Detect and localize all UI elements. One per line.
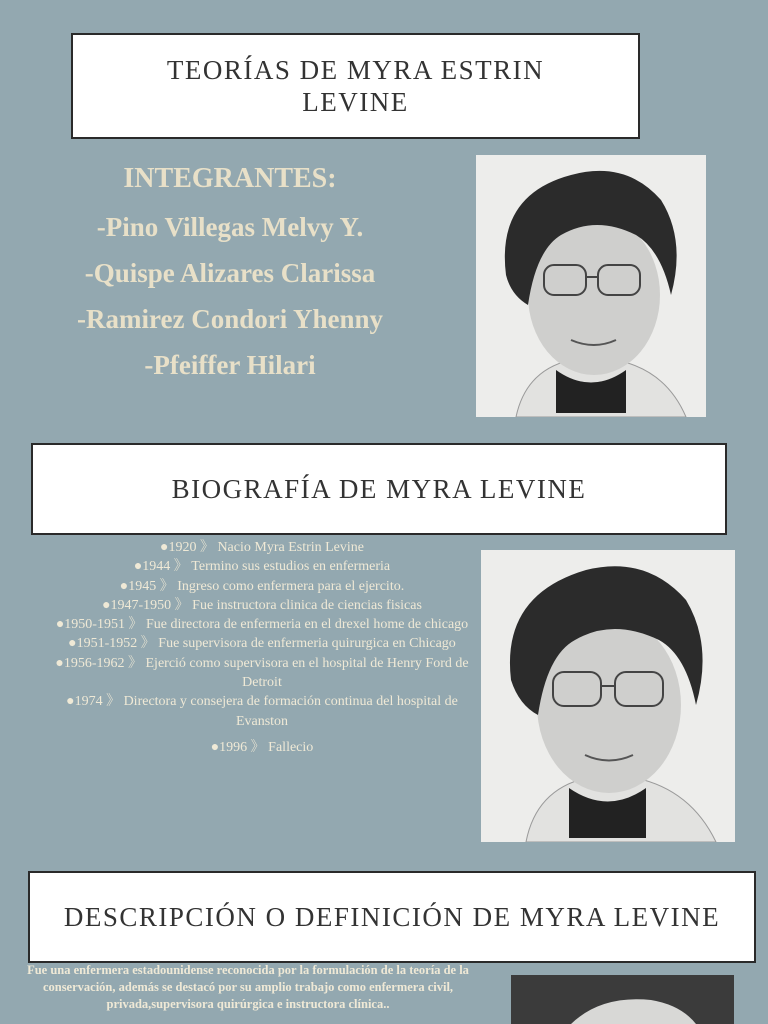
photo-partial	[511, 975, 734, 1024]
biography-timeline	[40, 538, 484, 757]
member-name: -Pino Villegas Melvy Y.	[96, 212, 364, 242]
member-name: -Pfeiffer Hilari	[144, 350, 316, 380]
timeline-item: ●1947-1950 》 Fue instructora clinica de ciencias fisicas	[102, 597, 422, 613]
description-text: Fue una enfermera estadounidense reconocida por la formulación de la teoría de la conservación, además se destacó por su amplio trabajo como enfermera civil, privada,supervisora quirúrgica e instructora clínica..	[27, 963, 469, 1011]
members-heading: INTEGRANTES:	[123, 163, 337, 194]
photo-partial-image	[511, 975, 734, 1024]
biography-title	[31, 443, 727, 535]
timeline-item: ●1950-1951 》 Fue directora de enfermeria en el drexel home de chicago	[55, 617, 469, 633]
member-name: -Ramirez Condori Yhenny	[77, 304, 383, 334]
timeline-item: ●1944 》 Termino sus estudios en enfermeria	[133, 559, 391, 575]
portrait-photo	[476, 155, 706, 417]
portrait-image	[476, 155, 706, 417]
timeline-item: ●1920 》 Nacio Myra Estrin Levine	[159, 540, 365, 555]
biography-title-text: BIOGRAFÍA DE MYRA LEVINE	[171, 473, 587, 504]
timeline-item: ●1956-1962 》 Ejerció como supervisora en el hospital de Henry Ford de Detroit	[55, 655, 469, 691]
timeline-item: ●1945 》 Ingreso como enfermera para el ejercito.	[119, 578, 405, 594]
member-name: -Quispe Alizares Clarissa	[84, 258, 376, 288]
description-title-text: DESCRIPCIÓN O DEFINICIÓN DE MYRA LEVINE	[63, 901, 721, 932]
timeline-item: ●1951-1952 》 Fue supervisora de enfermeria quirurgica en Chicago	[68, 636, 456, 652]
presentation-title	[71, 33, 640, 139]
members-section	[0, 160, 460, 388]
timeline-item: ●1974 》 Directora y consejera de formación continua del hospital de Evanston	[66, 694, 458, 729]
portrait-image	[481, 550, 735, 842]
presentation-title-text: TEORÍAS DE MYRA ESTRIN LEVINE	[166, 54, 545, 117]
timeline-item: ●1996 》 Fallecio	[210, 739, 314, 755]
portrait-photo	[481, 550, 735, 842]
description-title	[28, 871, 756, 963]
